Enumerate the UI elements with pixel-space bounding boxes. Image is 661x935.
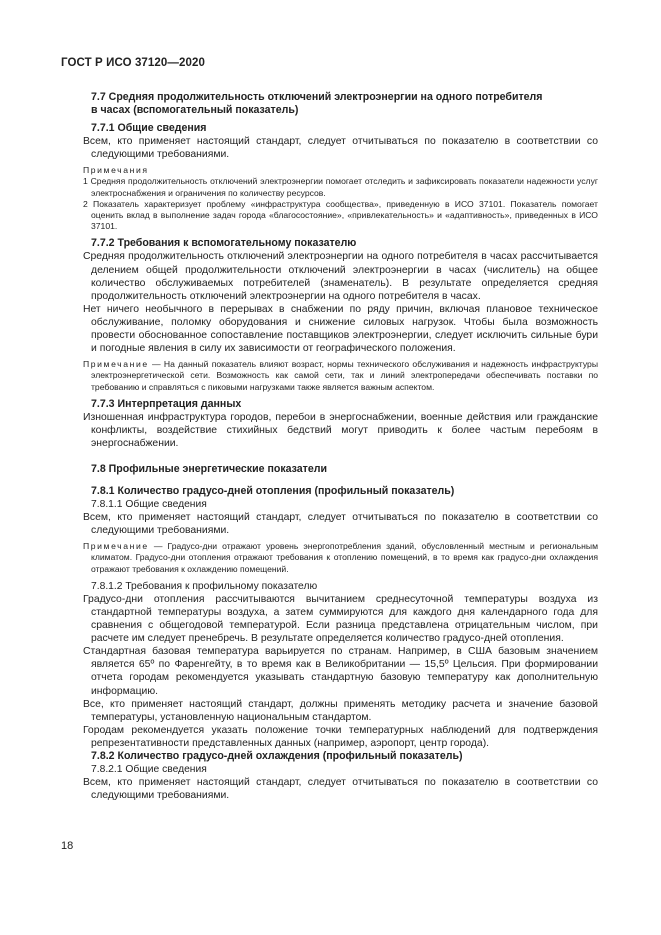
note xyxy=(83,359,598,393)
paragraph: Стандартная базовая температура варьируется по странам. Например, в США базовым значением является 65º по Фаренгейту, в то время как в Великобритании — 15,5º Цельсия. При формировании отчета городам рекомендуется указывать стандартную базовую температуру как дополнительную информацию. xyxy=(83,646,598,697)
section-7-7-title-line2: в часах (вспомогательный показатель) xyxy=(91,104,299,116)
note-label: Примечание xyxy=(83,541,149,552)
note xyxy=(83,541,598,575)
section-7-8-2-title: 7.8.2 Количество градусо-дней охлаждения (профильный показатель) xyxy=(91,749,463,762)
section-7-7-title-line1: 7.7 Средняя продолжительность отключений электроэнергии на одного потребителя xyxy=(91,91,543,103)
note-item: 2 Показатель характеризует проблему «инфраструктура сообщества», приведенную в ИСО 37101. Показатель помогает оценить вклад в выполнение задач города «благосостояние», «привлекательность» и «адаптивность», приведенных в ИСО 37101. xyxy=(83,198,598,232)
section-7-7-3-title: 7.7.3 Интерпретация данных xyxy=(91,397,242,410)
paragraph: Нет ничего необычного в перерывах в снабжении по ряду причин, включая плановое техническое обслуживание, поломку оборудования и снижение силовых нагрузок. Чтобы была возможность провести обоснованное сопоставление поставщиков электроэнергии, следует исключить сильные бури и погодные явления в силу их зависимости от географического положения. xyxy=(83,303,598,355)
paragraph: Градусо-дни отопления рассчитываются вычитанием среднесуточной температуры воздуха из стандартной температуры воздуха, а затем суммируются для каждого дня календарного года для сравнения с общегодовой температурой. Если разница представлена отрицательным числом, при расчете им следует пренебречь. В результате определяется количество градусо-дней отопления. xyxy=(83,593,598,645)
section-7-8-1-title: 7.8.1 Количество градусо-дней отопления (профильный показатель) xyxy=(91,485,455,498)
note-text: — Градусо-дни отражают уровень энергопотребления зданий, обусловленный местным и региональным климатом. Градусо-дни отопления отражают требования к отоплению помещений, в то время как градусо-дни охлаждения отражают требования к охлаждению помещений. xyxy=(91,541,598,574)
paragraph: Всем, кто применяет настоящий стандарт, следует отчитываться по показателю в соответствии со следующими требованиями. xyxy=(83,136,598,161)
running-header: ГОСТ Р ИСО 37120—2020 xyxy=(61,57,206,69)
section-7-8-title: 7.8 Профильные энергетические показатели xyxy=(91,463,327,476)
paragraph: Городам рекомендуется указать положение точки температурных наблюдений для подтверждения репрезентативности представленных данных (например, аэропорт, центр города). xyxy=(83,724,598,749)
section-7-8-1-2-title: 7.8.1.2 Требования к профильному показателю xyxy=(91,580,318,592)
note-item: 1 Средняя продолжительность отключений электроэнергии помогает отследить и зафиксировать показатели надежности услуг электроснабжения и ограничения по количеству ресурсов. xyxy=(83,176,598,198)
section-7-7-1-title: 7.7.1 Общие сведения xyxy=(91,122,207,134)
section-7-8-1-1-title: 7.8.1.1 Общие сведения xyxy=(91,499,207,511)
paragraph: Всем, кто применяет настоящий стандарт, следует отчитываться по показателю в соответствии со следующими требованиями. xyxy=(83,776,598,802)
page-content xyxy=(83,91,598,802)
paragraph: Всем, кто применяет настоящий стандарт, следует отчитываться по показателю в соответствии со следующими требованиями. xyxy=(83,512,598,537)
notes-heading: Примечания xyxy=(83,165,149,176)
page-number: 18 xyxy=(61,840,74,852)
paragraph: Изношенная инфраструктура городов, перебои в энергоснабжении, военные действия или гражданские конфликты, воздействие стихийных бедствий могут приводить к более частым перебоям в энергоснабжении. xyxy=(83,411,598,449)
paragraph: Все, кто применяет настоящий стандарт, должны применять методику расчета и значение базовой температуры, установленную национальным стандартом. xyxy=(83,698,598,723)
paragraph: Средняя продолжительность отключений электроэнергии на одного потребителя в часах рассчитывается делением общей продолжительности отключений электроэнергии в часах (числитель) на общее количество обслуживаемых потребителей (знаменатель). В результате определяется средняя продолжительность отключений электроэнергии на одного потребителя в часах. xyxy=(83,251,598,302)
note-label: Примечание xyxy=(83,359,149,370)
section-7-7-2-title: 7.7.2 Требования к вспомогательному показателю xyxy=(91,237,357,250)
note-text: — На данный показатель влияют возраст, нормы технического обслуживания и надежность инфраструктуры электроэнергетической сети. Возможность как самой сети, так и линий электропередачи обеспечивать поставки по требованию и справляться с пиковыми нагрузками также является важным аспектом. xyxy=(91,359,598,392)
section-7-8-2-1-title: 7.8.2.1 Общие сведения xyxy=(91,763,207,775)
